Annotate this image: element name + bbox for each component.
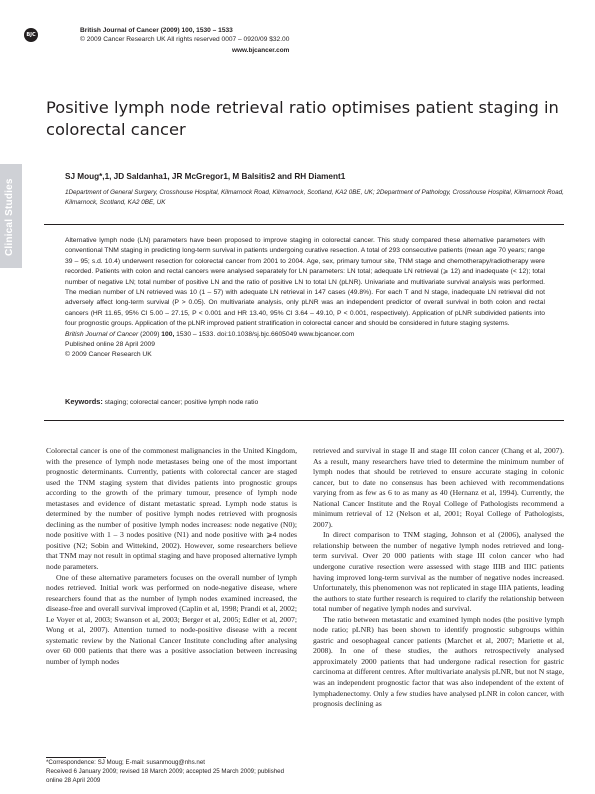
published-online: Published online 28 April 2009 <box>65 341 155 349</box>
correspondence-note: *Correspondence: SJ Moug; E-mail: susanmoug@nhs.net <box>46 759 205 766</box>
received-dates: Received 6 January 2009; revised 18 March 2009; accepted 25 March 2009; published online 28 April 2009 <box>46 767 285 784</box>
section-side-tab-label: Clinical Studies <box>4 178 15 256</box>
body-paragraph: Colorectal cancer is one of the commonest malignancies in the United Kingdom, with the presence of lymph node metastases being one of the most important prognostic determinants. Currently, patients with colorectal cancer are staged used the TNM staging system that divides patients into prognostic groups according to the growth of the primary tumour, presence of lymph node metastases and evidence of distant metastatic spread. Lymph node status is determined by the number of positive lymph nodes retrieved with prognosis declining as the number of positive lymph nodes increases: node negative (N0); node positive with 1 – 3 nodes positive (N1) and node positive with ⩾4 nodes positive (N2; Sobin and Wittekind, 2002). However, some researchers believe that TNM may not result in optimal staging and have proposed alternative lymph node parameters. <box>46 446 297 572</box>
body-paragraph: In direct comparison to TNM staging, Johnson et al (2006), analysed the relationship between the number of negative lymph nodes retrieved and long-term survival. Over 20 000 patients with stage III colon cancer who had undergone curative resection were assessed with stage IIIB and IIIC patients having improved long-term survival as the number of negative nodes increased. Unfortunately, this phenomenon was not replicated in stage IIIA patients, leading the authors to state further research is required to clarify the relationship between total number of negative lymph nodes and survival. <box>313 530 564 614</box>
journal-citation-line: British Journal of Cancer (2009) 100, 1530 – 1533 <box>80 27 233 34</box>
author-affiliations: 1Department of General Surgery, Crosshouse Hospital, Kilmarnock Road, Kilmarnock, Scotland, KA2 0BE, UK; 2Department of Pathology, Crosshouse Hospital, Kilmarnock Road, Kilmarnock, Scotland, KA2 0BE, UK <box>65 189 564 206</box>
copyright-line: © 2009 Cancer Research UK All rights reserved 0007 – 0920/09 $32.00 <box>80 36 290 43</box>
footnote <box>46 759 297 785</box>
journal-logo-icon: BJC <box>24 28 38 42</box>
body-paragraph: retrieved and survival in stage II and stage III colon cancer (Chang et al, 2007). As a result, many researchers have tried to determine the minimum number of lymph nodes that should be retrieved to ensure accurate staging in colonic cancer, but to date no consensus has been achieved with recommendations varying from as few as 6 to as many as 40 (Hernanz et al, 1994). Currently, the National Cancer Institute and the Royal College of Pathologists recommend a minimum retrieval of 12 (Nelson et al, 2001; Royal College of Pathologists, 2007). <box>313 446 564 529</box>
abstract-bottom-rule <box>44 420 564 421</box>
article-title: Positive lymph node retrieval ratio optimises patient staging in colorectal cancer <box>46 98 559 139</box>
section-side-tab <box>0 164 22 268</box>
citation-journal: British Journal of Cancer <box>65 330 139 338</box>
author-list: SJ Moug*,1, JD Saldanha1, JR McGregor1, M Balsitis2 and RH Diament1 <box>65 172 346 181</box>
abstract-citation <box>65 330 545 340</box>
body-column-right <box>313 446 564 710</box>
keywords-label: Keywords: <box>65 397 103 406</box>
keywords <box>65 397 258 406</box>
body-paragraph: One of these alternative parameters focuses on the overall number of lymph nodes retrieved. Initial work was performed on node-negative disease, where researchers found that as the number of lymph nodes examined increased, the disease-free and overall survival improved (Caplin et al, 1998; Prandi et al, 2002; Le Voyer et al, 2003; Swanson et al, 2003; Berger et al, 2005; Edler et al, 2007; Wong et al, 2007). Attention turned to node-positive disease with a recent systematic review by the National Cancer Institute concluding after analysing over 60 000 patients that there was a positive association between increasing number of lymph nodes <box>46 572 297 666</box>
citation-volume: 100, <box>161 330 175 338</box>
body-paragraph: The ratio between metastatic and examined lymph nodes (the positive lymph node ratio; pLNR) has been shown to identify prognostic subgroups within gastric and oesophageal cancer patients (Marchet et al, 2007; Mariette et al, 2008). In one of these studies, the authors retrospectively analysed approximately 2000 patients that had undergone radical resection for gastric carcinoma at different centres. After multivariate analysis pLNR, but not N stage, was an independent prognostic factor that was also independent of the extent of lymphadenectomy. Only a few studies have analysed pLNR in colon cancer, with prognosis declining as <box>313 614 564 709</box>
abstract-top-rule <box>44 224 564 225</box>
abstract-copyright: © 2009 Cancer Research UK <box>65 351 152 359</box>
citation-year: (2009) <box>138 330 162 338</box>
citation-pages-doi: 1530 – 1533. doi:10.1038/sj.bjc.6605049 www.bjcancer.com <box>174 330 355 338</box>
footnote-rule <box>46 757 106 758</box>
abstract <box>65 236 545 361</box>
body-column-left <box>46 446 297 667</box>
masthead <box>80 26 289 44</box>
website-link[interactable]: www.bjcancer.com <box>232 47 290 54</box>
abstract-body: Alternative lymph node (LN) parameters have been proposed to improve staging in colorectal cancer. This study compared these alternative parameters with conventional TNM staging in predicting long-term survival in patients undergoing curative resection. A total of 293 consecutive patients (mean age 70 years; range 39 – 95; s.d. 10.4) underwent resection for colorectal cancer from 2001 to 2004. Age, sex, primary tumour site, TNM stage and chemotherapy/radiotherapy were recorded. Patients with colon and rectal cancers were analysed separately for LN parameters: LN total; adequate LN retrieval (⩾ 12) and inadequate (< 12); total number of negative LN; total number of positive LN and the ratio of positive LN to total LN (pLNR). Univariate and multivariate survival analysis was performed. The median number of LN retrieved was 10 (1 – 57) with adequate LN retrieval in 147 cases (49.8%). For each T and N stage, inadequate LN retrieval did not adversely affect long-term survival (P > 0.05). On multivariate analysis, only pLNR was an independent predictor of overall survival in both colon and rectal cancers (HR 11.65, 95% CI 5.00 – 27.15, P < 0.001 and HR 13.40, 95% CI 3.64 – 49.10, P < 0.001, respectively). Application of pLNR subdivided patients into four prognostic groups. Application of the pLNR improved patient stratification in colorectal cancer and should be considered in future staging systems. <box>65 237 545 328</box>
keywords-value: staging; colorectal cancer; positive lymph node ratio <box>102 399 259 406</box>
